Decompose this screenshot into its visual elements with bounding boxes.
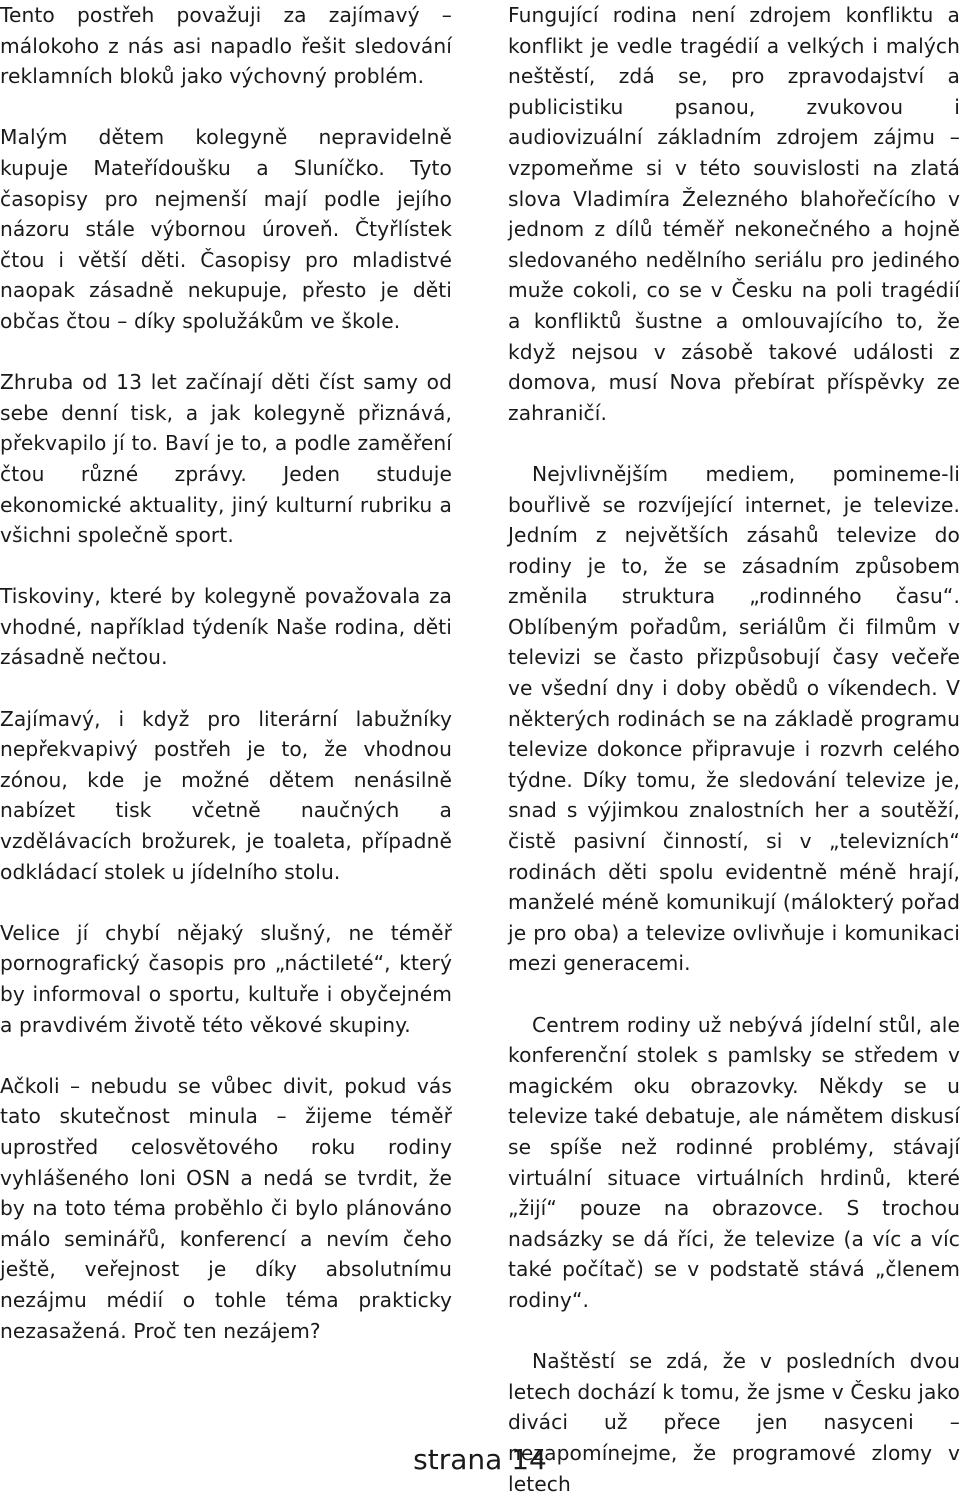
paragraph: Zhruba od 13 let začínají děti číst samy od sebe denní tisk, a jak kolegyně přiznává, překvapilo jí to. Baví je to, a podle zaměření čtou různé zprávy. Jeden studuje ekonomické aktuality, jiný kulturní rubriku a všichni společně sport.	[0, 370, 452, 548]
paragraph-gap	[0, 887, 452, 918]
paragraph-gap	[508, 428, 960, 459]
paragraph: Nejvlivnějším mediem, pomineme-li bouřlivě se rozvíjející internet, je televize. Jedním z největších zásahů televize do rodiny je to, že se zásadním způsobem změnila struktura „rodinného času“. Oblíbeným pořadům, seriálům či filmům v televizi se často přizpůsobují časy večeře ve všední dny i doby obědů o víkendech. V některých rodinách se na základě programu televize dokonce připravuje i rozvrh celého týdne. Díky tomu, že sledování televize je, snad s výjimkou znalostních her a soutěží, čistě pasivní činností, si v „televizních“ rodinách děti spolu evidentně méně hrají, manželé méně komunikují (málokterý pořad je pro oba) a televize ovlivňuje i komunikaci mezi generacemi.	[508, 461, 960, 976]
left-column	[0, 0, 452, 1346]
paragraph: Velice jí chybí nějaký slušný, ne téměř pornografický časopis pro „náctileté“, který by informoval o sportu, kultuře i obyčejném a pravdivém životě této věkové skupiny.	[0, 920, 452, 1037]
page-number: strana 14	[413, 1443, 547, 1476]
paragraph: Tento postřeh považuji za zajímavý – málokoho z nás asi napadlo řešit sledování reklamních bloků jako výchovný problém.	[0, 3, 452, 89]
paragraph-gap	[0, 337, 452, 368]
paragraph: Malým dětem kolegyně nepravidelně kupuje Mateřídoušku a Sluníčko. Tyto časopisy pro nejmenší mají podle jejího názoru stále výbornou úroveň. Čtyřlístek čtou i větší děti. Časopisy pro mladistvé naopak zásadně nekupuje, přesto je děti občas čtou – díky spolužákům ve škole.	[0, 125, 452, 333]
paragraph-gap	[0, 1040, 452, 1071]
paragraph: Fungující rodina není zdrojem konfliktu a konflikt je vedle tragédií a velkých i malých neštěstí, zdá se, pro zpravodajství a publicistiku psanou, zvukovou i audiovizuální základním zdrojem zájmu – vzpomeňme si v této souvislosti na zlatá slova Vladimíra Železného blahořečícího v jednom z dílů téměř nekonečného a hojně sledovaného nedělního seriálu pro jediného muže cokoli, co se v Česku na poli tragédií a konfliktů šustne a omlouvajícího to, že když nejsou v zásobě takové události z domova, musí Nova přebírat příspěvky ze zahraničí.	[508, 3, 960, 425]
right-column	[508, 0, 960, 1499]
paragraph: Zajímavý, i když pro literární labužníky nepřekvapivý postřeh je to, že vhodnou zónou, kde je možné dětem nenásilně nabízet tisk včetně naučných a vzdělávacích brožurek, je toaleta, případně odkládací stolek u jídelního stolu.	[0, 706, 452, 884]
paragraph: Centrem rodiny už nebývá jídelní stůl, ale konferenční stolek s pamlsky se středem v magickém oku obrazovky. Někdy se u televize také debatuje, ale námětem diskusí se spíše než rodinné problémy, stávají virtuální situace virtuálních hrdinů, které „žijí“ pouze na obrazovce. S trochou nadsázky se dá říci, že televize (a víc a víc také počítač) se v podstatě stává „členem rodiny“.	[508, 1012, 960, 1312]
paragraph: Tiskoviny, které by kolegyně považovala za vhodné, například týdeník Naše rodina, děti zásadně nečtou.	[0, 584, 452, 670]
paragraph-gap	[0, 551, 452, 582]
paragraph: Naštěstí se zdá, že v posledních dvou letech dochází k tomu, že jsme v Česku jako diváci už přece jen nasyceni – nezapomínejme, že programové zlomy v letech	[508, 1349, 960, 1496]
paragraph: Ačkoli – nebudu se vůbec divit, pokud vás tato skutečnost minula – žijeme téměř uprostřed celosvětového roku rodiny vyhlášeného loni OSN a nedá se tvrdit, že by na toto téma proběhlo či bylo plánováno málo seminářů, konferencí a nevím čeho ještě, veřejnost je díky absolutnímu nezájmu médií o tohle téma prakticky nezasažená. Proč ten nezájem?	[0, 1073, 452, 1343]
paragraph-gap	[508, 979, 960, 1010]
paragraph-gap	[508, 1316, 960, 1347]
paragraph-gap	[0, 673, 452, 704]
paragraph-gap	[0, 92, 452, 123]
